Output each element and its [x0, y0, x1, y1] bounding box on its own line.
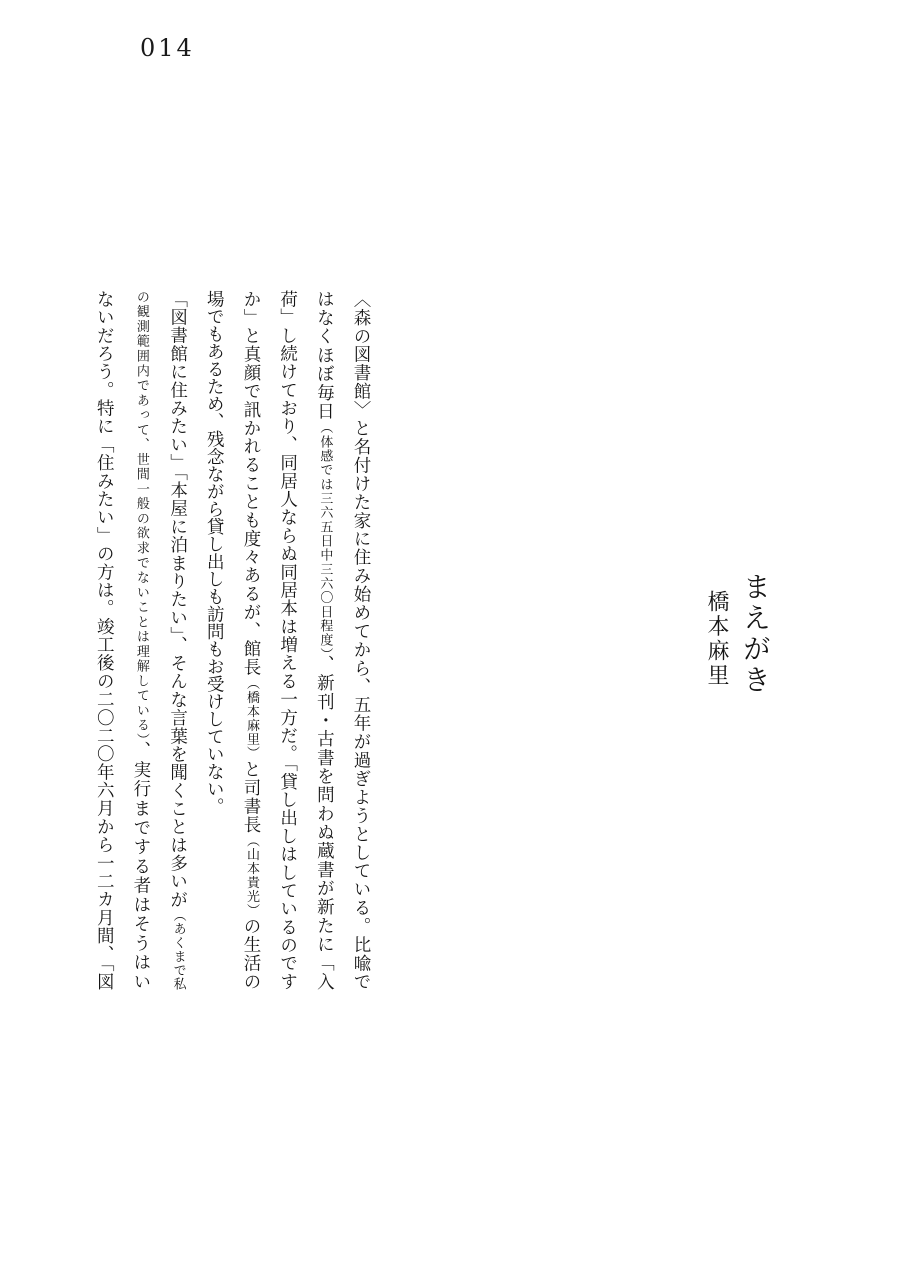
text-segment: 、新刊・古書を問わぬ蔵書が新たに「入 [314, 655, 335, 991]
text-segment: 荷」し続けており、同居人ならぬ同居本は増える一方だ。「貸し出しはしているのです [277, 290, 298, 990]
text-segment: 「図書館に住みたい」「本屋に泊まりたい」、そんな言葉を聞くことは多いが [167, 290, 188, 909]
inline-note: （山本貴光） [243, 833, 259, 918]
text-column [122, 290, 159, 990]
text-column [269, 290, 306, 990]
text-column [306, 290, 343, 990]
text-column [196, 290, 233, 990]
text-segment: 、実行までする者はそうはい [130, 741, 151, 991]
text-segment: か」と真顔で訊かれることも度々あるが、館長 [240, 290, 261, 677]
author-name: 橋本麻里 [704, 590, 729, 688]
inline-note: （あくまで私 [170, 908, 186, 991]
text-segment: 〈森の図書館〉と名付けた家に住み始めてから、五年が過ぎようとしている。比喩で [351, 290, 371, 990]
text-column [232, 290, 269, 990]
text-segment: と司書長 [240, 760, 261, 834]
page-number: 014 [140, 34, 195, 62]
inline-note: （体感では三六五日中三六〇日程度） [317, 420, 333, 656]
text-column [342, 290, 379, 990]
inline-note: の観測範囲内であって、世間一般の欲求でないことは理解している） [133, 290, 149, 742]
text-column [86, 290, 123, 990]
text-segment: の生活の [240, 917, 261, 991]
text-segment: はなくほぼ毎日 [314, 290, 335, 421]
text-column [159, 290, 196, 990]
body-text [85, 290, 379, 990]
text-segment: ないだろう。特に「住みたい」の方は。竣工後の二〇二〇年六月から一二カ月間、「図 [94, 290, 115, 990]
text-segment: 場でもあるため、残念ながら貸し出しも訪問もお受けしていない。 [204, 290, 225, 815]
chapter-title: まえがき [739, 572, 772, 696]
inline-note: （橋本麻里） [243, 676, 259, 761]
